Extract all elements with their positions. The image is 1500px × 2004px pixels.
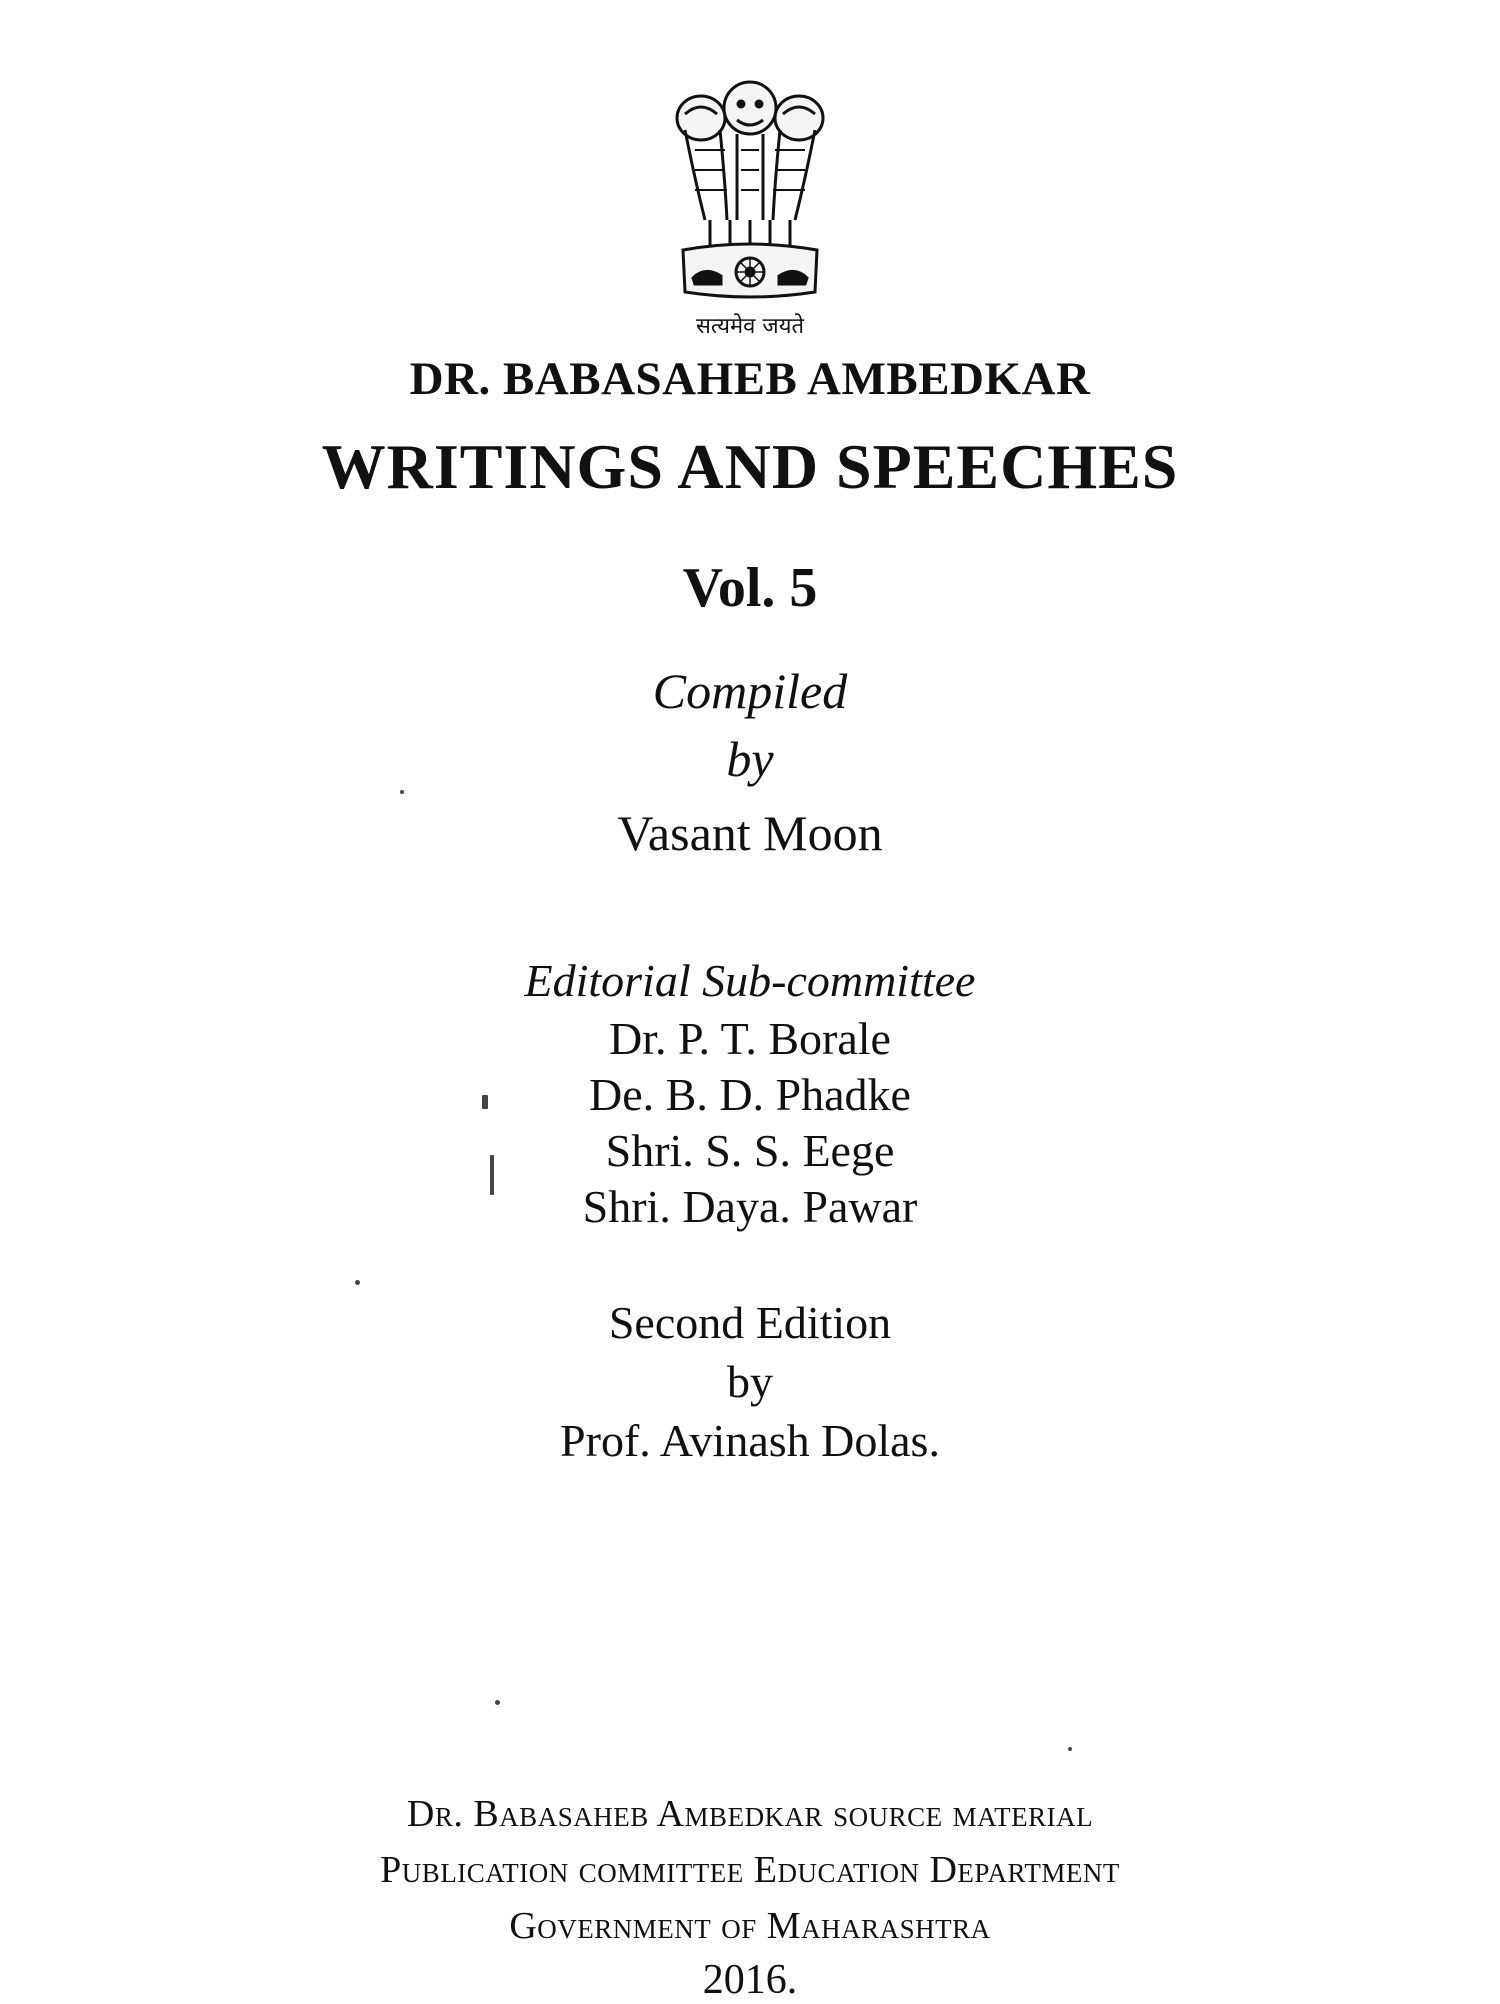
edition-by-label: by [727, 1356, 773, 1407]
compiler-name: Vasant Moon [617, 805, 883, 861]
scan-speck [495, 1700, 500, 1705]
emblem-motto: सत्यमेव जयते [695, 314, 805, 339]
scan-speck [400, 790, 404, 794]
volume-number: Vol. 5 [682, 557, 818, 619]
editor-name: Prof. Avinash Dolas. [560, 1415, 940, 1466]
scan-speck [1068, 1747, 1072, 1751]
committee-member: Shri. S. S. Eege [605, 1125, 895, 1176]
publication-year: 2016. [702, 1957, 798, 2003]
committee-member: Dr. P. T. Borale [609, 1013, 891, 1064]
committee-member: Shri. Daya. Pawar [582, 1181, 918, 1232]
publisher-line: Dr. Babasaheb Ambedkar source material [406, 1793, 1094, 1835]
scan-speck [355, 1280, 360, 1285]
editorial-subcommittee-label: Editorial Sub-committee [524, 955, 976, 1006]
national-emblem-lion-capital-icon [665, 70, 835, 300]
publisher-line: Government of Maharashtra [509, 1905, 991, 1947]
publisher-line: Publication committee Education Department [380, 1849, 1120, 1891]
scan-speck [490, 1155, 494, 1195]
scan-speck [482, 1095, 488, 1109]
committee-member: De. B. D. Phadke [589, 1069, 911, 1120]
emblem-seal [665, 70, 835, 300]
book-title: WRITINGS AND SPEECHES [321, 431, 1179, 502]
compiled-label: Compiled [652, 663, 848, 719]
edition-label: Second Edition [608, 1297, 892, 1348]
author-heading: DR. BABASAHEB AMBEDKAR [409, 353, 1091, 405]
compiled-by-label: by [726, 731, 774, 787]
